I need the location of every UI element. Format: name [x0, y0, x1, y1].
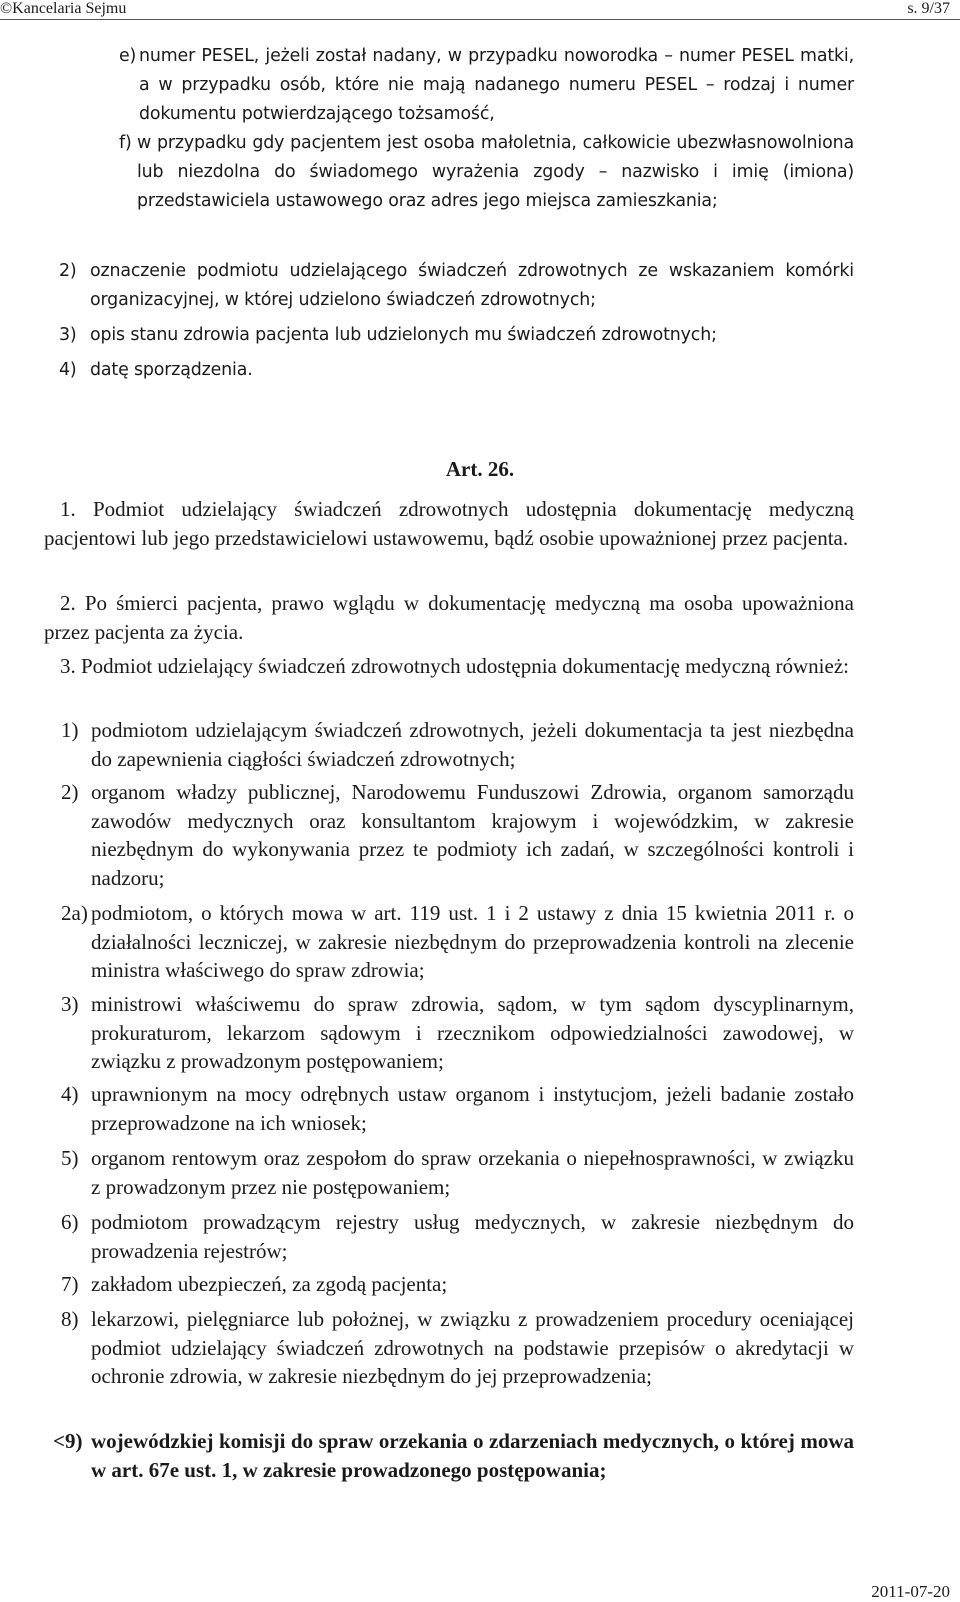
item-label: 2a) [61, 901, 88, 925]
item-text: ministrowi właściwemu do spraw zdrowia, sądom, w tym sądom dyscyplinarnym, prokuraturom, lekarzom sądowym i rzecznikom odpowiedzialności zawodowej, w związku z prowadzonym postępowaniem; [91, 992, 854, 1073]
paragraph-label: 3. [60, 654, 76, 678]
item-text: uprawnionym na mocy odrębnych ustaw organom i instytucjom, jeżeli badanie zostało przeprowadzone na ich wniosek; [91, 1082, 854, 1135]
item-text: organom rentowym oraz zespołom do spraw orzekania o niepełnosprawności, w związku z prowadzonym przez nie postępowaniem; [91, 1146, 854, 1199]
paragraph-text: Po śmierci pacjenta, prawo wglądu w dokumentację medyczną ma osoba upoważniona przez pacjenta za życia. [44, 591, 854, 644]
list-item-4 [61, 1080, 854, 1137]
list-item-9 [53, 1427, 854, 1484]
paragraph-label: 1. [60, 497, 76, 521]
page-header [0, 0, 960, 22]
item-text: oznaczenie podmiotu udzielającego świadczeń zdrowotnych ze wskazaniem komórki organizacyjnej, w której udzielono świadczeń zdrowotnych; [90, 261, 854, 310]
item-label: f) [119, 133, 132, 153]
paragraph-text: Podmiot udzielający świadczeń zdrowotnych udostępnia dokumentację medyczną pacjentowi lub jego przedstawicielowi ustawowemu, bądź osobie upoważnionej przez pacjenta. [44, 497, 854, 550]
paragraph-label: 2. [60, 591, 76, 615]
item-label: 2) [59, 261, 77, 281]
list-item-2 [61, 778, 854, 892]
list-item-8 [61, 1305, 854, 1391]
item-label: 2) [61, 780, 79, 804]
item-text: podmiotom prowadzącym rejestry usług medycznych, w zakresie niezbędnym do prowadzenia rejestrów; [91, 1210, 854, 1263]
paragraph-3 [44, 652, 854, 681]
list-item-f [119, 129, 854, 216]
item-label: 1) [61, 718, 79, 742]
item-text: datę sporządzenia. [90, 360, 253, 380]
item-label: <9) [53, 1429, 83, 1453]
item-label: 3) [59, 325, 77, 345]
list-item-2a [61, 899, 854, 985]
list-item-7 [61, 1270, 854, 1299]
list-item-5 [61, 1144, 854, 1201]
item-label: 3) [61, 992, 79, 1016]
list-item-3 [61, 990, 854, 1076]
item-label: 4) [61, 1082, 79, 1106]
page-number: s. 9/37 [907, 0, 950, 17]
list-item-1 [61, 716, 854, 773]
list-item-e [119, 42, 854, 129]
source-label: ©Kancelaria Sejmu [0, 0, 127, 17]
article-title: Art. 26. [445, 457, 515, 481]
paragraph-2 [44, 589, 854, 646]
list-item-2 [59, 257, 854, 315]
item-label: 5) [61, 1146, 79, 1170]
item-text: numer PESEL, jeżeli został nadany, w przypadku noworodka – numer PESEL matki, a w przypadku osób, które nie mają nadanego numeru PESEL – rodzaj i numer dokumentu potwierdzającego tożsamość, [139, 46, 854, 124]
item-text: organom władzy publicznej, Narodowemu Funduszowi Zdrowia, organom samorządu zawodów medycznych oraz konsultantom krajowym i wojewódzkim, w zakresie niezbędnym do wykonywania przez te podmioty ich zadań, w szczególności kontroli i nadzoru; [91, 780, 854, 890]
item-text: podmiotom udzielającym świadczeń zdrowotnych, jeżeli dokumentacja ta jest niezbędna do zapewnienia ciągłości świadczeń zdrowotnych; [91, 718, 854, 771]
list-item-6 [61, 1208, 854, 1265]
item-label: 6) [61, 1210, 79, 1234]
list-item-4 [59, 356, 854, 385]
item-text: podmiotom, o których mowa w art. 119 ust. 1 i 2 ustawy z dnia 15 kwietnia 2011 r. o działalności leczniczej, w zakresie niezbędnym do przeprowadzenia kontroli na zlecenie ministra właściwego do spraw zdrowia; [91, 901, 854, 982]
footer-date: 2011-07-20 [871, 1582, 950, 1601]
item-text: wojewódzkiej komisji do spraw orzekania o zdarzeniach medycznych, o której mowa w art. 67e ust. 1, w zakresie prowadzonego postępowania; [91, 1429, 854, 1482]
list-item-3 [59, 321, 854, 350]
item-text: opis stanu zdrowia pacjenta lub udzielonych mu świadczeń zdrowotnych; [90, 325, 717, 345]
item-label: 8) [61, 1307, 79, 1331]
item-text: w przypadku gdy pacjentem jest osoba małoletnia, całkowicie ubezwłasnowolniona lub niezdolna do świadomego wyrażenia zgody – nazwisko i imię (imiona) przedstawiciela ustawowego oraz adres jego miejsca zamieszkania; [137, 133, 854, 211]
header-divider [0, 19, 960, 20]
item-text: lekarzowi, pielęgniarce lub położnej, w związku z prowadzeniem procedury oceniającej podmiot udzielający świadczeń zdrowotnych na podstawie przepisów o akredytacji w ochronie zdrowia, w zakresie niezbędnym do jej przeprowadzenia; [91, 1307, 854, 1388]
paragraph-1 [44, 495, 854, 552]
item-text: zakładom ubezpieczeń, za zgodą pacjenta; [91, 1272, 448, 1296]
item-label: 4) [59, 360, 77, 380]
item-label: e) [119, 46, 137, 66]
paragraph-text: Podmiot udzielający świadczeń zdrowotnych udostępnia dokumentację medyczną również: [81, 654, 849, 678]
item-label: 7) [61, 1272, 79, 1296]
